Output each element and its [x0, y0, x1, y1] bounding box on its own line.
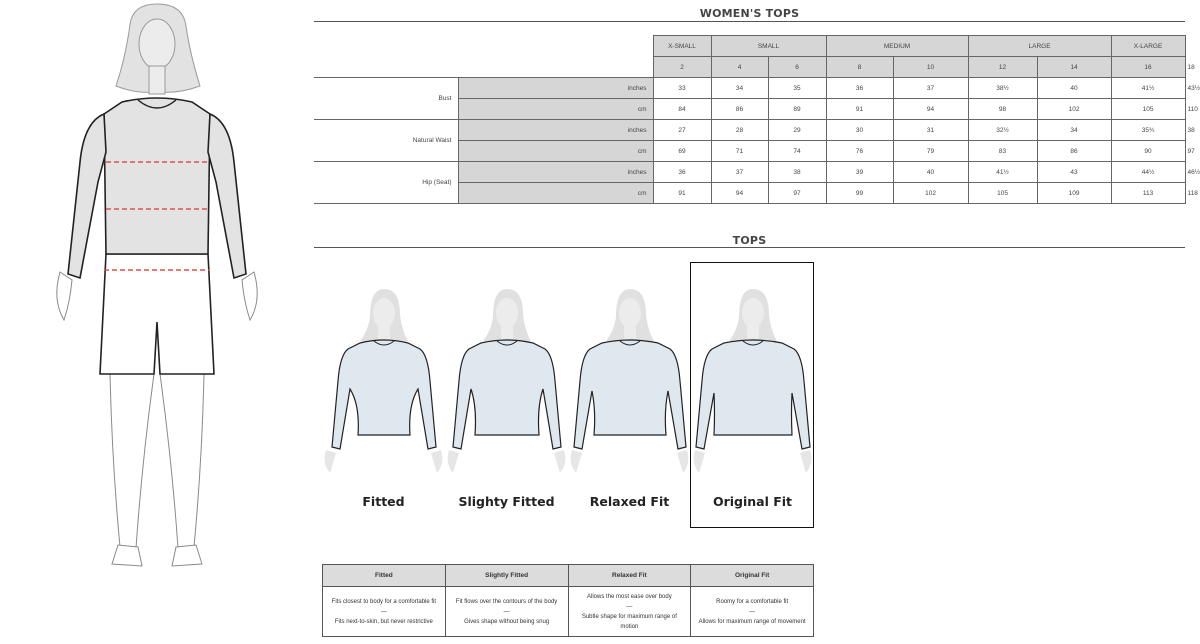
- measurement-value: 102: [893, 183, 968, 204]
- measurement-value: 69: [653, 141, 711, 162]
- fit-description-table: [322, 564, 814, 637]
- fit-label: Original Fit: [712, 494, 793, 509]
- size-chart-table: [314, 35, 1200, 204]
- measurement-value: 41½: [1111, 78, 1185, 99]
- size-group-header: MEDIUM: [826, 36, 968, 57]
- fit-description-header: Relaxed Fit: [568, 565, 691, 587]
- fit-description-header: Original Fit: [691, 565, 814, 587]
- measurement-value: 105: [1111, 99, 1185, 120]
- measurement-value: 89: [768, 99, 826, 120]
- fit-option-fitted: [322, 285, 445, 515]
- size-number-header: 4: [711, 57, 768, 78]
- size-group-header: X-LARGE: [1111, 36, 1185, 57]
- fit-description-cell: [323, 587, 446, 637]
- measurement-value: 40: [1037, 78, 1111, 99]
- fit-description-separator: —: [503, 608, 510, 615]
- measurement-value: 91: [653, 183, 711, 204]
- fit-label: Fitted: [362, 494, 405, 509]
- measurement-value: 74: [768, 141, 826, 162]
- title-rule: [314, 21, 1185, 22]
- fit-description-line: Allows the most ease over body: [587, 593, 672, 600]
- unit-label: cm: [458, 183, 653, 204]
- measurement-value: 40: [893, 162, 968, 183]
- fit-option-slightly-fitted: [445, 285, 568, 515]
- measurement-value: 37: [711, 162, 768, 183]
- measurement-value: 79: [893, 141, 968, 162]
- fit-description-line: Subtle shape for maximum range of motion: [581, 613, 677, 630]
- size-number-header: 14: [1037, 57, 1111, 78]
- measurement-value: 35: [768, 78, 826, 99]
- measurement-value: 31: [893, 120, 968, 141]
- size-number-row: 2 4 6 8 10 12 14 16 18: [314, 57, 1185, 78]
- size-number-header: 6: [768, 57, 826, 78]
- unit-label: cm: [458, 141, 653, 162]
- measurement-label: Bust: [314, 78, 458, 120]
- size-group-header: X-SMALL: [653, 36, 711, 57]
- measurement-value: 105: [968, 183, 1037, 204]
- measurement-value: 38½: [968, 78, 1037, 99]
- unit-label: cm: [458, 99, 653, 120]
- fit-option-relaxed: [568, 285, 691, 515]
- fit-description-line: Fits closest to body for a comfortable fit: [331, 598, 437, 605]
- fitted-top-figure-icon: [322, 285, 445, 485]
- measurement-value: 36: [653, 162, 711, 183]
- fit-description-line: Fit flows over the contours of the body: [455, 598, 558, 605]
- fit-description-header: Fitted: [323, 565, 446, 587]
- size-group-header: LARGE: [968, 36, 1111, 57]
- fit-description-separator: —: [626, 603, 633, 610]
- slightly-fitted-top-figure-icon: [445, 285, 568, 485]
- measurement-row: cm 91 94 97 99 102 105 109 113 118: [314, 183, 1185, 204]
- unit-label: inches: [458, 120, 653, 141]
- fit-description-row: [323, 587, 814, 637]
- measurement-value: 37: [893, 78, 968, 99]
- size-number-header: 2: [653, 57, 711, 78]
- measurement-value: 98: [968, 99, 1037, 120]
- fit-description-line: Roomy for a comfortable fit: [716, 598, 789, 605]
- measurement-row: Hip (Seat) inches 36 37 38 39 40 41½ 43 44½ 46½: [314, 162, 1185, 183]
- fit-description-separator: —: [380, 608, 387, 615]
- measurement-value: 34: [711, 78, 768, 99]
- measurement-row: cm 84 86 89 91 94 98 102 105 110: [314, 99, 1185, 120]
- measurement-value: 109: [1037, 183, 1111, 204]
- measurement-value: 27: [653, 120, 711, 141]
- relaxed-fit-top-figure-icon: [568, 285, 691, 485]
- measurement-value: 28: [711, 120, 768, 141]
- fit-figures-row: [322, 285, 814, 515]
- unit-label: inches: [458, 78, 653, 99]
- measurement-value: 41½: [968, 162, 1037, 183]
- fit-description-line: Gives shape without being snug: [464, 618, 550, 625]
- measurement-value: 84: [653, 99, 711, 120]
- fit-description-separator: —: [749, 608, 756, 615]
- measurement-value: 36: [826, 78, 893, 99]
- size-number-header: 16: [1111, 57, 1185, 78]
- measurement-value: 97: [768, 183, 826, 204]
- measurement-value: 86: [711, 99, 768, 120]
- measurement-value: 43: [1037, 162, 1111, 183]
- tops-title: TOPS: [732, 234, 767, 247]
- measurement-value: 94: [893, 99, 968, 120]
- measurement-label: Hip (Seat): [314, 162, 458, 204]
- size-group-row: [314, 36, 1185, 57]
- woman-measurement-figure-icon: [50, 2, 265, 577]
- measurement-value: 76: [826, 141, 893, 162]
- measurement-value: 83: [968, 141, 1037, 162]
- measurement-label: Natural Waist: [314, 120, 458, 162]
- measurement-row: Natural Waist inches 27 28 29 30 31 32½ 34 35¾ 38: [314, 120, 1185, 141]
- unit-label: inches: [458, 162, 653, 183]
- size-number-header: 10: [893, 57, 968, 78]
- fit-label: Slighty Fitted: [458, 494, 555, 509]
- measurement-value: 34: [1037, 120, 1111, 141]
- measurement-value: 29: [768, 120, 826, 141]
- measurement-value: 33: [653, 78, 711, 99]
- measurement-value: 32½: [968, 120, 1037, 141]
- fit-description-cell: [691, 587, 814, 637]
- measurement-value: 39: [826, 162, 893, 183]
- womens-tops-title: WOMEN'S TOPS: [699, 7, 800, 20]
- fit-description-line: Allows for maximum range of movement: [698, 618, 806, 625]
- measurement-value: 30: [826, 120, 893, 141]
- measurement-value: 86: [1037, 141, 1111, 162]
- measurement-value: 38: [768, 162, 826, 183]
- measurement-rows: [314, 78, 1200, 204]
- measurement-value: 99: [826, 183, 893, 204]
- tops-rule: [314, 247, 1185, 248]
- size-group-header: SMALL: [711, 36, 826, 57]
- measurement-row: cm 69 71 74 76 79 83 86 90 97: [314, 141, 1185, 162]
- fit-description-line: Fits next-to-skin, but never restrictive: [334, 618, 433, 625]
- measurement-row: Bust inches 33 34 35 36 37 38½ 40 41½ 43½: [314, 78, 1185, 99]
- measurement-value: 44½: [1111, 162, 1185, 183]
- fit-description-header: Slightly Fitted: [445, 565, 568, 587]
- original-fit-top-figure-icon: [691, 285, 814, 485]
- size-number-header: 12: [968, 57, 1037, 78]
- fit-option-original: [691, 285, 814, 515]
- fit-description-cell: [445, 587, 568, 637]
- fit-description-header-row: [323, 565, 814, 587]
- size-number-header: 8: [826, 57, 893, 78]
- fit-label: Relaxed Fit: [589, 494, 670, 509]
- fit-description-cell: [568, 587, 691, 637]
- measurement-value: 35¾: [1111, 120, 1185, 141]
- measurement-value: 71: [711, 141, 768, 162]
- measurement-value: 102: [1037, 99, 1111, 120]
- measurement-value: 91: [826, 99, 893, 120]
- measurement-value: 94: [711, 183, 768, 204]
- measurement-value: 113: [1111, 183, 1185, 204]
- measurement-value: 90: [1111, 141, 1185, 162]
